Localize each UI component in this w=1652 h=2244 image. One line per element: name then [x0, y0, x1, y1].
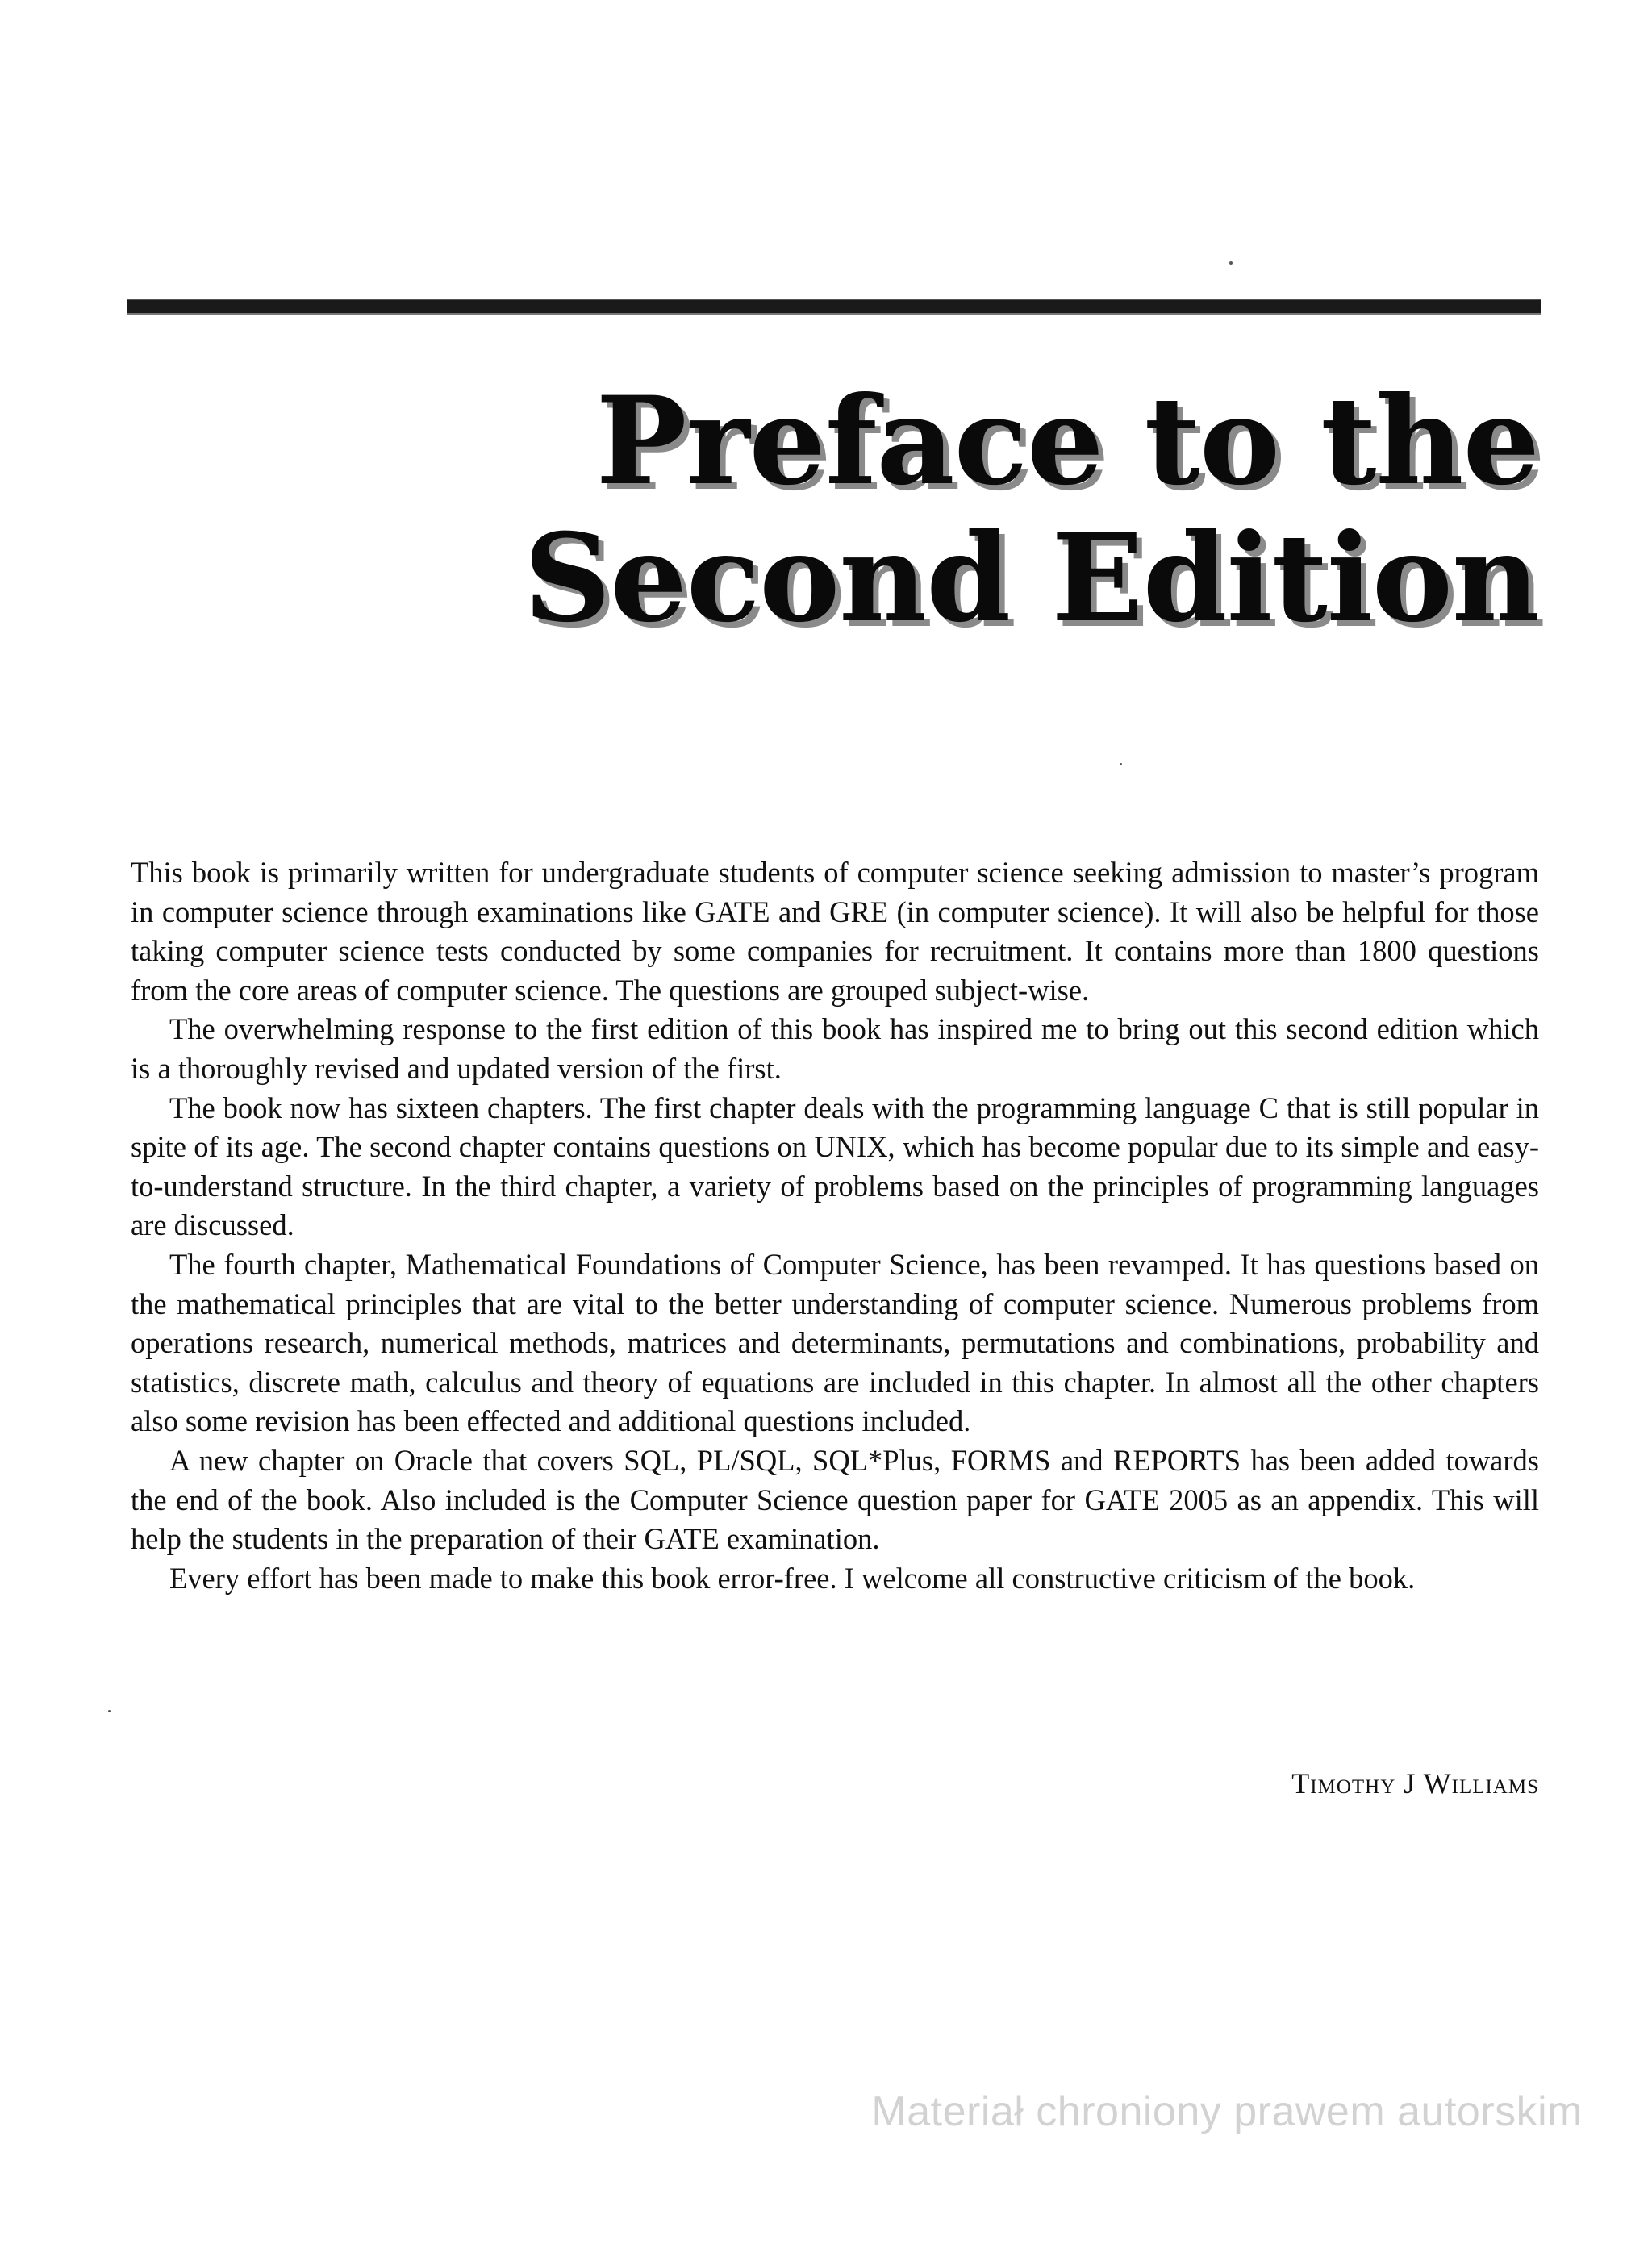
- scan-speck: [108, 1710, 111, 1712]
- paragraph: A new chapter on Oracle that covers SQL, PL/SQL, SQL*Plus, FORMS and REPORTS has been added towards the end of the book. Also included is the Computer Science question paper for GATE 2005 as an appendix. This will help the students in the preparation of their GATE examination.: [131, 1443, 1539, 1556]
- preface-body: [131, 853, 1539, 1598]
- header-rule: [127, 300, 1541, 313]
- scan-speck: [1120, 763, 1122, 765]
- page-title: [410, 370, 1539, 649]
- copyright-watermark: Materiał chroniony prawem autorskim: [871, 2088, 1583, 2135]
- author-signature: Timothy J Williams: [1291, 1767, 1539, 1800]
- paragraph: The fourth chapter, Mathematical Foundations of Computer Science, has been revamped. It has questions based on the mathematical principles that are vital to the better understanding of computer science. Numerous problems from operations research, numerical methods, matrices and determinants, permutations and combinations, probability and statistics, discrete math, calculus and theory of equations are included in this chapter. In almost all the other chapters also some revision has been effected and additional questions included.: [131, 1247, 1539, 1438]
- paragraph: The book now has sixteen chapters. The first chapter deals with the programming language C that is still popular in spite of its age. The second chapter contains questions on UNIX, which has become popular due to its simple and easy-to-understand structure. In the third chapter, a variety of problems based on the principles of programming languages are discussed.: [131, 1091, 1539, 1242]
- scan-speck: [1229, 261, 1233, 265]
- paragraph: The overwhelming response to the first edition of this book has inspired me to bring out this second edition which is a thoroughly revised and updated version of the first.: [131, 1012, 1539, 1085]
- title-line-1: Preface to the: [595, 370, 1539, 512]
- paragraph: This book is primarily written for undergraduate students of computer science seeking admission to master’s program in computer science through examinations like GATE and GRE (in computer science). It will also be helpful for those taking computer science tests conducted by some companies for recruitment. It contains more than 1800 questions from the core areas of computer science. The questions are grouped subject-wise.: [131, 856, 1539, 1007]
- title-line-2: Second Edition: [524, 507, 1539, 649]
- paragraph: Every effort has been made to make this book error-free. I welcome all constructive criticism of the book.: [169, 1561, 1416, 1595]
